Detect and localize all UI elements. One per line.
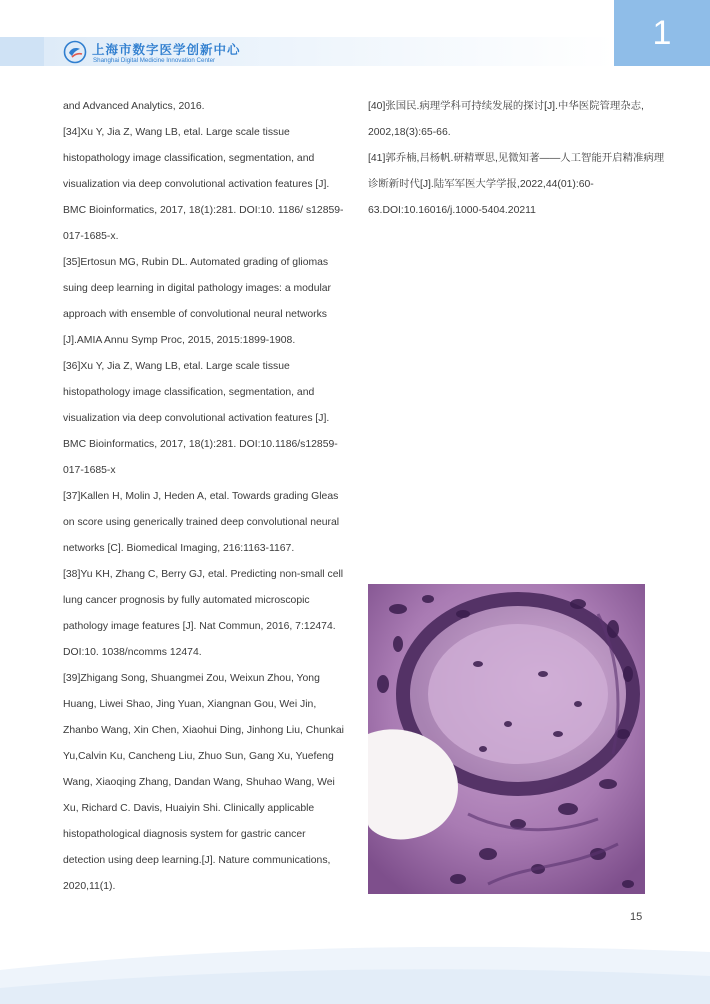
reference-line: networks [C]. Biomedical Imaging, 216:1163-1167.	[63, 543, 295, 554]
reference-line: 诊断新时代[J].陆军军医大学学报,2022,44(01):60-	[368, 179, 594, 190]
reference-line: visualization via deep convolutional activation features [J].	[63, 413, 330, 424]
reference-line: [38]Yu KH, Zhang C, Berry GJ, etal. Predicting non-small cell	[63, 569, 344, 580]
org-name-cn: 上海市数字医学创新中心	[92, 42, 241, 57]
reference-line: 2002,18(3):65-66.	[368, 127, 451, 138]
reference-line: lung cancer prognosis by fully automated microscopic	[63, 595, 310, 606]
reference-line: histopathology image classification, segmentation, and	[63, 153, 315, 164]
reference-line: BMC Bioinformatics, 2017, 18(1):281. DOI:10. 1186/ s12859-	[63, 205, 344, 216]
reference-line: on score using generically trained deep convolutional neural	[63, 517, 340, 528]
reference-line: pathology image features [J]. Nat Commun, 2016, 7:12474.	[63, 621, 336, 632]
reference-line: 2020,11(1).	[63, 881, 116, 892]
references-right-column	[368, 94, 665, 224]
reference-line: 63.DOI:10.16016/j.1000-5404.20211	[368, 205, 536, 216]
reference-line: Xu, Richard C. Davis, Huaiyin Shi. Clinically applicable	[63, 803, 315, 814]
reference-line: [40]张国民.病理学科可持续发展的探讨[J].中华医院管理杂志,	[368, 101, 644, 112]
reference-line: [39]Zhigang Song, Shuangmei Zou, Weixun Zhou, Yong	[63, 673, 320, 684]
reference-line: approach with ensemble of convolutional neural networks	[63, 309, 327, 320]
reference-line: [36]Xu Y, Jia Z, Wang LB, etal. Large scale tissue	[63, 361, 290, 372]
footer-wave-decoration	[0, 930, 710, 1004]
reference-line: and Advanced Analytics, 2016.	[63, 101, 205, 112]
reference-line: [41]郭乔楠,吕杨帆.研精覃思,见微知著——人工智能开启精准病理	[368, 153, 665, 164]
reference-line: [34]Xu Y, Jia Z, Wang LB, etal. Large scale tissue	[63, 127, 290, 138]
micrograph-illustration	[368, 584, 645, 894]
logo-icon	[63, 40, 87, 64]
reference-line: histopathological diagnosis system for gastric cancer	[63, 829, 306, 840]
reference-line: Huang, Liwei Shao, Jing Yuan, Xiangnan Gou, Wei Jin,	[63, 699, 317, 710]
references-left-column	[63, 94, 353, 900]
reference-line: BMC Bioinformatics, 2017, 18(1):281. DOI:10.1186/s12859-	[63, 439, 338, 450]
reference-line: Wang, Xiaoqing Zhang, Dandan Wang, Shuhao Wang, Wei	[63, 777, 335, 788]
chapter-number: 1	[652, 13, 672, 52]
reference-line: histopathology image classification, segmentation, and	[63, 387, 315, 398]
reference-line: suing deep learning in digital pathology images: a modular	[63, 283, 332, 294]
reference-line: [35]Ertosun MG, Rubin DL. Automated grading of gliomas	[63, 257, 329, 268]
reference-line: [37]Kallen H, Molin J, Heden A, etal. Towards grading Gleas	[63, 491, 339, 502]
page-number: 15	[630, 911, 643, 923]
reference-line: Zhanbo Wang, Xin Chen, Xiaohui Ding, Jinhong Liu, Chunkai	[63, 725, 344, 736]
histopathology-image	[368, 584, 645, 894]
reference-line: visualization via deep convolutional activation features [J].	[63, 179, 330, 190]
chapter-tab	[614, 0, 710, 66]
reference-line: 017-1685-x.	[63, 231, 119, 242]
reference-line: [J].AMIA Annu Symp Proc, 2015, 2015:1899-1908.	[63, 335, 296, 346]
reference-line: detection using deep learning.[J]. Nature communications,	[63, 855, 331, 866]
reference-line: Yu,Calvin Ku, Cancheng Liu, Zhuo Sun, Gang Xu, Yuefeng	[63, 751, 334, 762]
reference-line: 017-1685-x	[63, 465, 116, 476]
reference-line: DOI:10. 1038/ncomms 12474.	[63, 647, 202, 658]
org-name-en: Shanghai Digital Medicine Innovation Center	[93, 57, 216, 64]
